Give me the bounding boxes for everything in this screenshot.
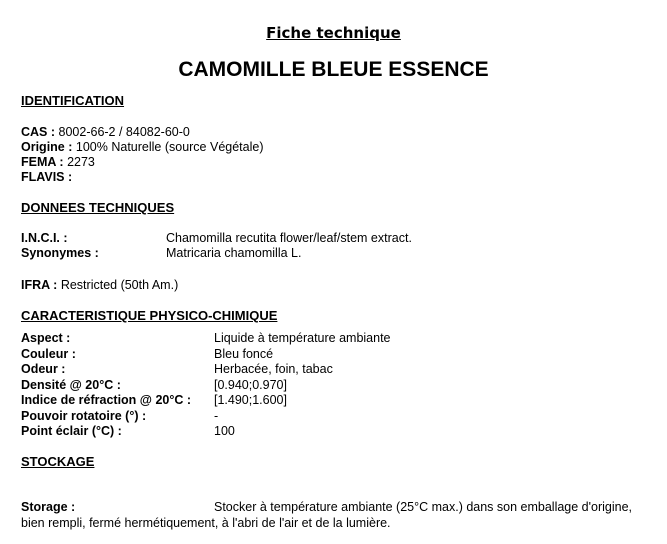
cas-value: 8002-66-2 / 84082-60-0 xyxy=(58,125,190,139)
physico-value: 100 xyxy=(214,424,235,438)
synonymes-row xyxy=(21,246,661,262)
synonymes-label: Synonymes : xyxy=(21,246,99,260)
flavis-line xyxy=(21,169,72,185)
product-title: CAMOMILLE BLEUE ESSENCE xyxy=(178,58,489,81)
physico-label: Point éclair (°C) : xyxy=(21,424,122,438)
storage-row xyxy=(21,500,661,516)
cas-label: CAS : xyxy=(21,125,56,139)
fema-line xyxy=(21,154,95,170)
document-type-label: Fiche technique xyxy=(266,24,401,42)
inci-label: I.N.C.I. : xyxy=(21,231,68,245)
section-heading-donnees-techniques: DONNEES TECHNIQUES xyxy=(21,200,175,215)
physico-label: Odeur : xyxy=(21,362,66,376)
physico-label: Densité @ 20°C : xyxy=(21,377,121,392)
inci-value: Chamomilla recutita flower/leaf/stem extract. xyxy=(166,231,412,245)
physico-row xyxy=(21,409,661,425)
origine-value: 100% Naturelle (source Végétale) xyxy=(75,140,264,154)
ifra-line xyxy=(21,277,178,293)
physico-row xyxy=(21,378,661,394)
physico-value: Liquide à température ambiante xyxy=(214,331,391,345)
inci-row xyxy=(21,231,661,247)
synonymes-value: Matricaria chamomilla L. xyxy=(166,246,302,260)
fema-value: 2273 xyxy=(67,155,95,169)
storage-value-line1: Stocker à température ambiante (25°C max.) dans son emballage d'origine, xyxy=(214,500,633,514)
ifra-value: Restricted (50th Am.) xyxy=(60,278,179,292)
physico-row xyxy=(21,331,661,347)
origine-line xyxy=(21,139,264,155)
physico-label: Indice de réfraction @ 20°C : xyxy=(21,393,192,407)
cas-line xyxy=(21,124,190,140)
section-heading-identification: IDENTIFICATION xyxy=(21,93,125,108)
physico-row xyxy=(21,393,661,409)
origine-label: Origine : xyxy=(21,140,73,154)
section-heading-physico-chimique: CARACTERISTIQUE PHYSICO-CHIMIQUE xyxy=(21,308,278,323)
physico-value: Herbacée, foin, tabac xyxy=(214,362,333,376)
physico-row xyxy=(21,424,661,440)
storage-label: Storage : xyxy=(21,500,76,514)
physico-value: Bleu foncé xyxy=(214,346,274,361)
physico-label: Aspect : xyxy=(21,331,71,345)
flavis-label: FLAVIS : xyxy=(21,170,73,184)
physico-value: [0.940;0.970] xyxy=(214,377,287,392)
physico-label: Couleur : xyxy=(21,346,76,361)
section-heading-stockage: STOCKAGE xyxy=(21,454,95,469)
ifra-label: IFRA : xyxy=(21,278,58,292)
storage-value-line2: bien rempli, fermé hermétiquement, à l'abri de l'air et de la lumière. xyxy=(21,516,391,530)
fema-label: FEMA : xyxy=(21,155,64,169)
physico-value: [1.490;1.600] xyxy=(214,393,287,407)
physico-value: - xyxy=(214,408,219,423)
physico-row xyxy=(21,347,661,363)
physico-label: Pouvoir rotatoire (°) : xyxy=(21,408,147,423)
physico-row xyxy=(21,362,661,378)
